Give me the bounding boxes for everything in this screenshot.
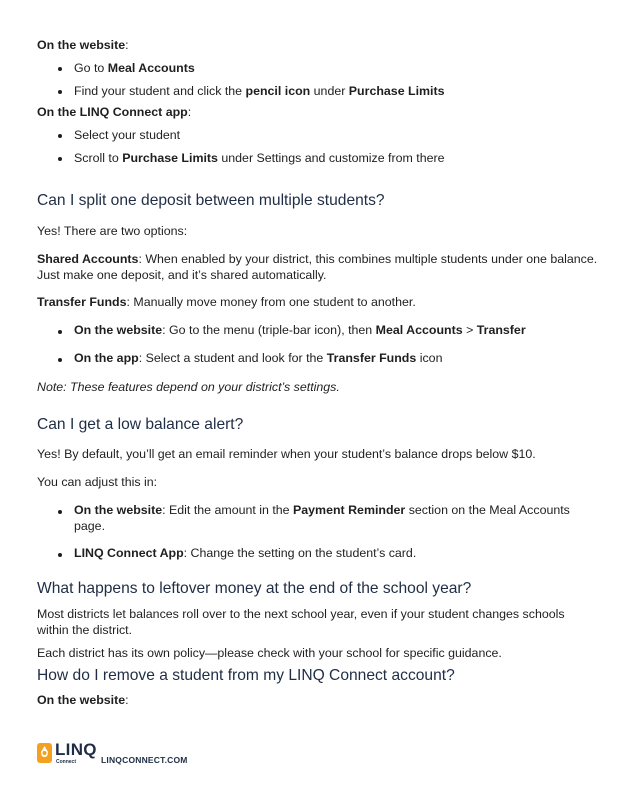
- linq-connect-logo: [37, 740, 97, 766]
- bullet: [58, 90, 62, 94]
- question-split-deposit: Can I split one deposit between multiple students?: [37, 192, 385, 209]
- bullet: [58, 510, 62, 514]
- q3-answer-line2: within the district.: [37, 623, 133, 637]
- question-low-balance: Can I get a low balance alert?: [37, 416, 244, 433]
- list-item-scroll: Scroll to Purchase Limits under Settings and customize from there: [74, 151, 445, 165]
- website-label-2: On the website:: [37, 693, 129, 707]
- features-note: Note: These features depend on your district’s settings.: [37, 380, 340, 394]
- logo-subtext: Connect: [56, 759, 76, 765]
- list-item-pencil-icon: Find your student and click the pencil icon under Purchase Limits: [74, 84, 445, 98]
- question-leftover-money: What happens to leftover money at the end of the school year?: [37, 580, 472, 597]
- bullet: [58, 134, 62, 138]
- list-item-reminder-website: On the website: Edit the amount in the Payment Reminder section on the Meal Accounts: [74, 503, 570, 517]
- footer-url: LINQCONNECT.COM: [101, 755, 188, 765]
- bullet: [58, 157, 62, 161]
- question-remove-student: How do I remove a student from my LINQ Connect account?: [37, 667, 455, 684]
- bullet: [58, 330, 62, 334]
- logo-wordmark: LINQ: [55, 740, 97, 759]
- app-label: On the LINQ Connect app:: [37, 105, 192, 119]
- transfer-funds-line: Transfer Funds: Manually move money from one student to another.: [37, 295, 416, 309]
- q2-adjust: You can adjust this in:: [37, 475, 158, 489]
- list-item-transfer-app: On the app: Select a student and look for the Transfer Funds icon: [74, 351, 443, 365]
- list-item-select-student: Select your student: [74, 128, 181, 142]
- bullet: [58, 358, 62, 362]
- website-label-1: On the website:: [37, 38, 129, 52]
- q3-answer-line1: Most districts let balances roll over to the next school year, even if your student changes schools: [37, 607, 565, 621]
- q2-answer: Yes! By default, you’ll get an email reminder when your student’s balance drops below $10.: [37, 447, 536, 461]
- q1-answer: Yes! There are two options:: [37, 224, 188, 238]
- list-item-transfer-website: On the website: Go to the menu (triple-bar icon), then Meal Accounts > Transfer: [74, 323, 526, 337]
- shared-accounts-line2: Just make one deposit, and it’s shared automatically.: [37, 268, 327, 282]
- list-item-reminder-website-cont: page.: [74, 519, 106, 533]
- q3-answer-line3: Each district has its own policy—please check with your school for specific guidance.: [37, 646, 502, 660]
- bullet: [58, 67, 62, 71]
- list-item-reminder-app: LINQ Connect App: Change the setting on the student’s card.: [74, 546, 417, 560]
- bullet: [58, 553, 62, 557]
- list-item-meal-accounts: Go to Meal Accounts: [74, 61, 195, 75]
- shared-accounts-line1: Shared Accounts: When enabled by your district, this combines multiple students under one balance.: [37, 252, 598, 266]
